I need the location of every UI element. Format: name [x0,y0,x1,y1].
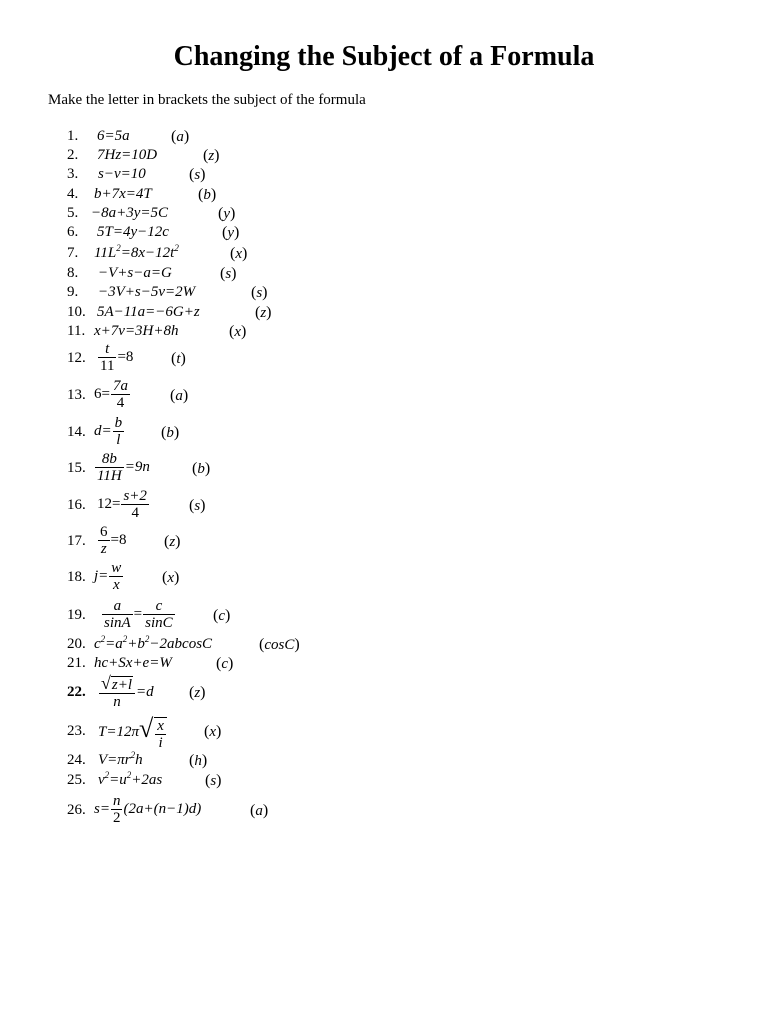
problem-number: 15. [67,460,86,476]
target-variable: (c) [216,655,234,672]
problem-number: 22. [67,684,86,700]
equation: T=12π√ $\frac{x}{i}$ [98,714,168,751]
target-variable: (z) [255,304,272,321]
problem-number: 6. [67,224,79,240]
equation: $v^2=u^2+2as$ [98,770,163,788]
target-variable: (a) [171,128,190,145]
equation: 6=5a [97,128,130,144]
equation: 6= $\frac{7a}{4}$ [94,378,128,411]
equation: j= $\frac{w}{x}$ [94,560,122,593]
problem-number: 14. [67,424,86,440]
target-variable: (b) [161,424,180,441]
fraction: $\frac{n}{2}$ [112,793,121,826]
instruction-text: Make the letter in brackets the subject of the formula [48,92,366,108]
problem-number: 7. [67,245,79,261]
square-root: √ $\frac{x}{i}$ [139,714,168,751]
equation: −8a+3y=5C [91,205,169,221]
equation: $\frac{6}{z}$ =8 [100,524,127,557]
problem-number: 1. [67,128,79,144]
fraction: $\frac{a}{\sin A}$ [104,598,131,631]
target-variable: (c) [213,607,231,624]
equation: −V+s−a=G [98,265,172,281]
target-variable: (x) [229,323,247,340]
equation: s= $\frac{n}{2}$ (2a+(n−1)d) [94,793,202,826]
equation: b+7x=4T [94,186,152,202]
target-variable: (cosC) [259,636,300,653]
equation: $V=\pi r^2h$ [98,750,143,768]
fraction: $\frac{8b}{11H}$ [97,451,122,484]
fraction: $\frac{√z+l}{n}$ [99,675,135,710]
problem-number: 18. [67,569,86,585]
problem-number: 13. [67,387,86,403]
problem-number: 16. [67,497,86,513]
equation: 5A−11a=−6G+z [97,304,200,320]
target-variable: (y) [222,224,240,241]
equation: 12= $\frac{s+2}{4}$ [97,488,147,521]
equation: hc+Sx+e=W [94,655,172,671]
equation: x+7v=3H+8h [94,323,179,339]
problem-number: 9. [67,284,79,300]
target-variable: (z) [164,533,181,550]
page-title: Changing the Subject of a Formula [173,41,595,72]
target-variable: (z) [203,147,220,164]
problem-number: 8. [67,265,79,281]
problem-number: 20. [67,636,86,652]
target-variable: (z) [189,684,206,701]
problem-number: 2. [67,147,79,163]
problem-number: 25. [67,772,86,788]
equation: $\frac{8b}{11H}$ =9n [97,451,150,484]
equation: $\frac{t}{11}$ =8 [100,341,134,374]
problem-number: 19. [67,607,86,623]
fraction: $\frac{b}{l}$ [114,415,123,448]
equation: 7Hz=10D [97,147,158,163]
problem-number: 21. [67,655,86,671]
problem-number: 4. [67,186,79,202]
target-variable: (x) [162,569,180,586]
fraction: $\frac{t}{11}$ [100,341,115,374]
fraction: $\frac{c}{\sin C}$ [145,598,173,631]
problem-number: 26. [67,802,86,818]
equation: 5T=4y−12c [97,224,169,240]
target-variable: (b) [192,460,211,477]
target-variable: (t) [171,350,186,367]
problem-number: 24. [67,752,86,768]
fraction: $\frac{x}{i}$ [154,717,167,751]
problem-number: 3. [67,166,79,182]
problem-number: 10. [67,304,86,320]
target-variable: (x) [204,723,222,740]
equation: d= $\frac{b}{l}$ [94,415,123,448]
problem-number: 12. [67,350,86,366]
target-variable: (y) [218,205,236,222]
fraction: $\frac{w}{x}$ [111,560,122,593]
problem-number: 5. [67,205,79,221]
target-variable: (s) [220,265,237,282]
problem-number: 23. [67,723,86,739]
fraction: $\frac{6}{z}$ [100,524,108,557]
target-variable: (s) [189,497,206,514]
fraction: $\frac{s+2}{4}$ [123,488,147,521]
target-variable: (a) [170,387,189,404]
equation: $11L^2=8x-12t^2$ [94,243,179,261]
equation: $c^2=a^2+b^2-2abcosC$ [94,634,213,652]
target-variable: (s) [205,772,222,789]
target-variable: (h) [189,752,208,769]
target-variable: (a) [250,802,269,819]
target-variable: (b) [198,186,217,203]
equation: $\frac{a}{\sin A}$ = $\frac{c}{\sin C}$ [104,598,173,631]
target-variable: (s) [251,284,268,301]
square-root: √z+l [101,673,133,693]
problem-number: 17. [67,533,86,549]
problem-number: 11. [67,323,86,339]
equation: −3V+s−5v=2W [98,284,196,300]
fraction: $\frac{7a}{4}$ [112,378,128,411]
target-variable: (x) [230,245,248,262]
equation: s−v=10 [98,166,146,182]
equation: $\frac{√z+l}{n}$ =d [101,673,154,710]
target-variable: (s) [189,166,206,183]
